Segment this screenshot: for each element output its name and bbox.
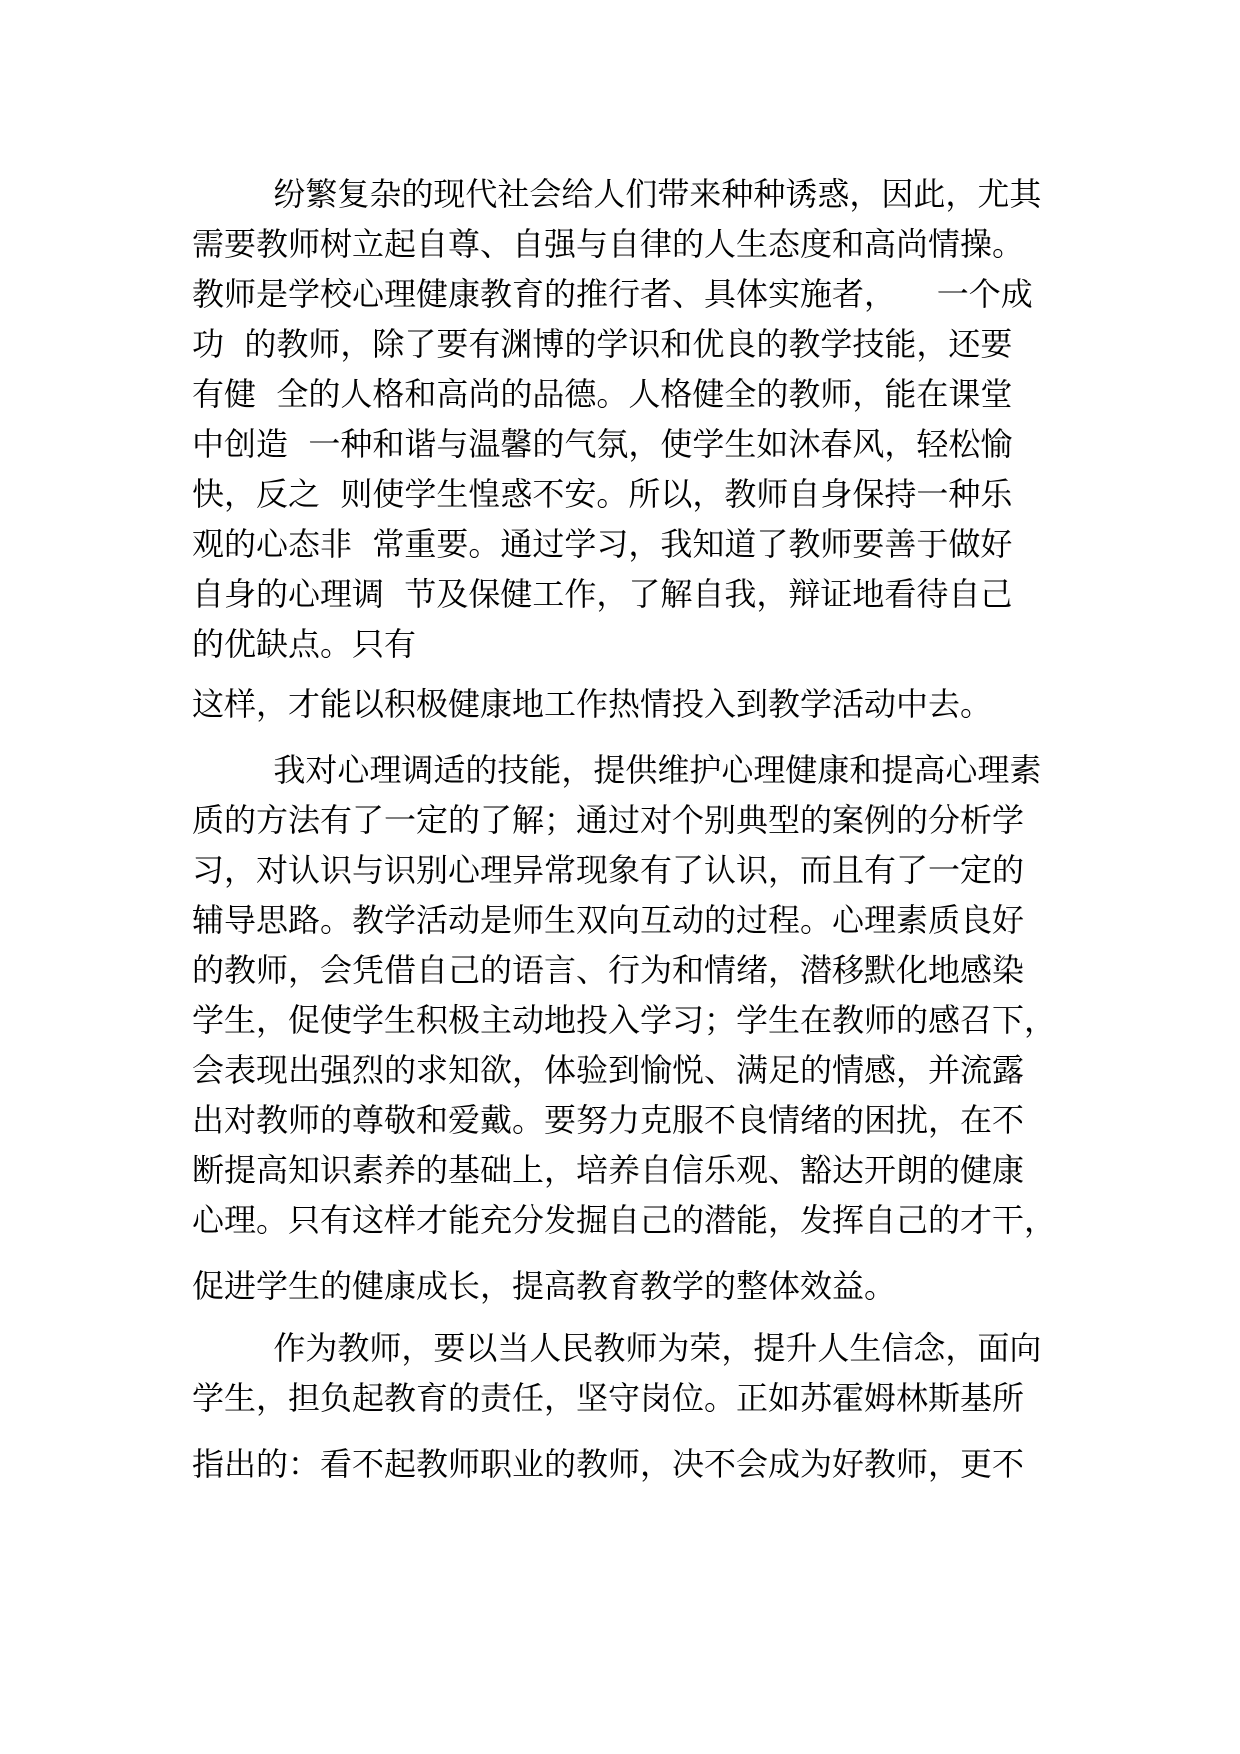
- text-line: 需要教师树立起自尊、自强与自律的人生态度和高尚情操。: [192, 225, 1025, 263]
- text-line: 纷繁复杂的现代社会给人们带来种种诱惑，因此，尤其: [192, 175, 1042, 213]
- text-line: 学生，促使学生积极主动地投入学习；学生在教师的感召下，: [192, 1001, 1057, 1039]
- text-line: 辅导思路。教学活动是师生双向互动的过程。心理素质良好: [192, 901, 1025, 939]
- text-line: 自身的心理调 节及保健工作，了解自我，辩证地看待自己: [192, 575, 1013, 613]
- text-line: 会表现出强烈的求知欲，体验到愉悦、满足的情感，并流露: [192, 1051, 1025, 1089]
- text-line: 我对心理调适的技能，提供维护心理健康和提高心理素: [192, 751, 1042, 789]
- text-line: 这样，才能以积极健康地工作热情投入到教学活动中去。: [192, 685, 993, 723]
- text-line: 观的心态非 常重要。通过学习，我知道了教师要善于做好: [192, 525, 1013, 563]
- text-line: 习，对认识与识别心理异常现象有了认识，而且有了一定的: [192, 851, 1025, 889]
- text-line: 心理。只有这样才能充分发掘自己的潜能，发挥自己的才干，: [192, 1201, 1057, 1239]
- text-line: 学生，担负起教育的责任，坚守岗位。正如苏霍姆林斯基所: [192, 1379, 1025, 1417]
- text-line: 功 的教师，除了要有渊博的学识和优良的教学技能，还要: [192, 325, 1013, 363]
- text-line: 作为教师，要以当人民教师为荣，提升人生信念，面向: [192, 1329, 1042, 1367]
- text-line: 的教师，会凭借自己的语言、行为和情绪，潜移默化地感染: [192, 951, 1025, 989]
- text-line: 教师是学校心理健康教育的推行者、具体实施者， 一个成: [192, 275, 1033, 313]
- text-line: 中创造 一种和谐与温馨的气氛，使学生如沐春风，轻松愉: [192, 425, 1013, 463]
- text-line: 快，反之 则使学生惶惑不安。所以，教师自身保持一种乐: [192, 475, 1013, 513]
- text-line: 的优缺点。只有: [192, 625, 417, 663]
- text-line: 质的方法有了一定的了解；通过对个别典型的案例的分析学: [192, 801, 1025, 839]
- text-line: 出对教师的尊敬和爱戴。要努力克服不良情绪的困扰，在不: [192, 1101, 1025, 1139]
- text-line: 促进学生的健康成长，提高教育教学的整体效益。: [192, 1267, 897, 1305]
- text-line: 断提高知识素养的基础上，培养自信乐观、豁达开朗的健康: [192, 1151, 1025, 1189]
- text-line: 有健 全的人格和高尚的品德。人格健全的教师，能在课堂: [192, 375, 1013, 413]
- text-line: 指出的：看不起教师职业的教师，决不会成为好教师，更不: [192, 1445, 1025, 1483]
